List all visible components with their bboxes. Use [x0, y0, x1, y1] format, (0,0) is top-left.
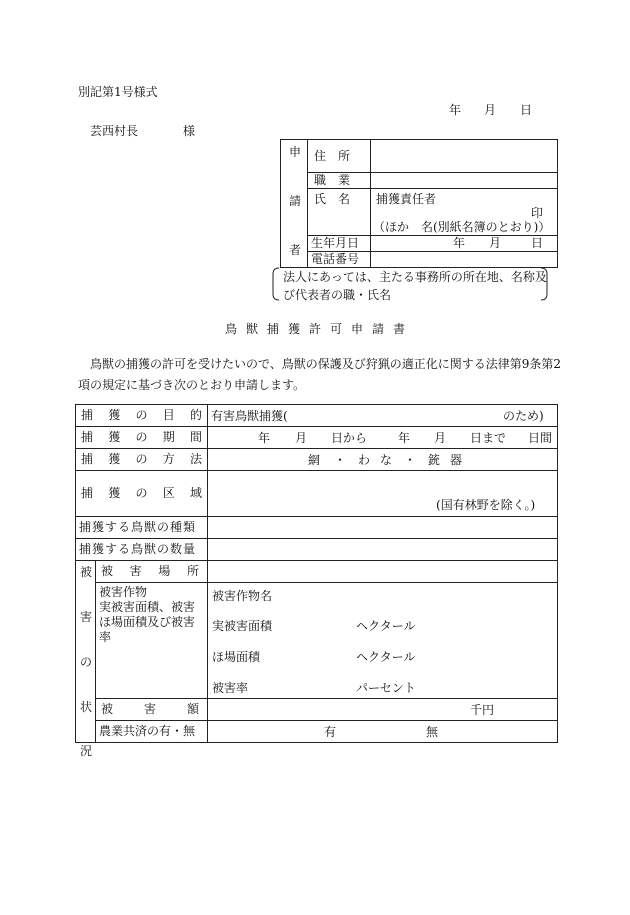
method-label-char-2: 獲 — [108, 452, 121, 466]
area-label-char-5: 域 — [190, 486, 203, 500]
area-field[interactable] — [208, 471, 558, 517]
damage-crops-label-line-3: ほ場面積及び被害 — [99, 615, 196, 629]
method-separator-1: ・ — [334, 453, 347, 467]
purpose-label-char-2: 獲 — [108, 408, 121, 422]
damage-amount-label-char-3: 額 — [187, 702, 200, 716]
seal-label: 印 — [531, 206, 544, 220]
species-label: 捕獲する鳥獣の種類 — [76, 517, 208, 539]
method-label-char-1: 捕 — [81, 452, 94, 466]
row-method — [76, 449, 558, 471]
method-label-char-4: 方 — [162, 452, 175, 466]
method-gun-char-2: 器 — [450, 453, 463, 467]
purpose-label-char-4: 目 — [162, 408, 175, 422]
damage-crops-label — [96, 583, 208, 699]
phone-label: 電話番号 — [308, 252, 371, 268]
quantity-label: 捕獲する鳥獣の数量 — [76, 539, 208, 561]
area-note: (国有林野を除く。) — [436, 498, 536, 512]
area-label-cell — [76, 471, 208, 517]
applicant-vertical-char-3: 者 — [289, 243, 302, 257]
applicant-table — [280, 139, 558, 268]
row-damage-crops — [76, 583, 558, 699]
damage-vertical-label — [76, 561, 96, 758]
form-number: 別記第1号様式 — [78, 85, 158, 99]
area-label-char-3: の — [135, 486, 148, 500]
period-to-month: 月 — [434, 431, 447, 445]
period-from-year: 年 — [258, 431, 271, 445]
birth-month: 月 — [489, 236, 502, 250]
period-days: 日間 — [528, 431, 553, 445]
date-month: 月 — [484, 103, 497, 117]
damage-vertical-char-1: 被 — [80, 565, 93, 579]
row-damage-amount — [76, 699, 558, 721]
method-net: 網 — [308, 453, 321, 467]
method-trap-char-1: わ — [358, 453, 371, 467]
damage-crops-label-line-4: 率 — [99, 630, 112, 644]
damage-place-label-char-2: 害 — [129, 564, 142, 578]
damage-amount-label-char-2: 害 — [144, 702, 157, 716]
damage-amount-label-cell — [96, 699, 208, 721]
damage-vertical-char-4: 状 — [80, 700, 93, 714]
area-label — [81, 486, 202, 501]
damage-place-label-char-4: 所 — [186, 564, 199, 578]
birth-year: 年 — [453, 236, 466, 250]
purpose-label-char-3: の — [135, 408, 148, 422]
row-area — [76, 471, 558, 517]
intro-line-2: 項の規定に基づき次のとおり申請します。 — [78, 378, 306, 392]
name-label: 氏 名 — [308, 189, 371, 236]
others-note: （ほか 名(別紙名簿のとおり)） — [373, 220, 551, 234]
date-day: 日 — [520, 103, 533, 117]
corporation-note-line-1: 法人にあっては、主たる事務所の所在地、名称及 — [283, 270, 547, 284]
row-purpose — [76, 405, 558, 427]
method-label-char-5: 法 — [190, 452, 203, 466]
period-label-cell — [76, 427, 208, 449]
actual-area-label: 実被害面積 — [212, 619, 273, 633]
corporation-note-line-2: び代表者の職・氏名 — [283, 288, 392, 302]
area-label-char-2: 獲 — [108, 486, 121, 500]
applicant-vertical-char-2: 請 — [289, 194, 302, 208]
field-area-unit: ヘクタール — [356, 650, 416, 664]
period-from-month: 月 — [295, 431, 308, 445]
insurance-yes[interactable]: 有 — [324, 725, 337, 739]
birthdate-label: 生年月日 — [308, 236, 371, 252]
period-field[interactable] — [208, 427, 558, 449]
damage-crops-label-line-1: 被害作物 — [99, 585, 148, 599]
period-label-char-5: 間 — [190, 430, 203, 444]
purpose-value: 有害鳥獣捕獲( — [211, 409, 288, 423]
damage-vertical-char-3: の — [80, 655, 93, 669]
address-label: 住 所 — [308, 140, 371, 173]
purpose-label — [81, 408, 202, 423]
occupation-label: 職 業 — [308, 173, 371, 189]
addressee-village-head: 芸西村長 — [90, 124, 139, 138]
name-field[interactable] — [371, 189, 558, 236]
area-label-char-4: 区 — [162, 486, 175, 500]
damage-place-label-cell — [96, 561, 208, 583]
purpose-label-char-5: 的 — [190, 408, 203, 422]
intro-line-1: 鳥獣の捕獲の許可を受けたいので、鳥獣の保護及び狩猟の適正化に関する法律第9条第2 — [90, 357, 562, 371]
applicant-vertical-label — [281, 140, 308, 268]
purpose-suffix: のため) — [503, 409, 544, 423]
period-label-char-2: 獲 — [108, 430, 121, 444]
row-quantity — [76, 539, 558, 561]
damage-rate-unit: パーセント — [356, 681, 416, 695]
damage-crops-field[interactable] — [208, 583, 558, 699]
method-label — [81, 452, 202, 467]
purpose-label-cell — [76, 405, 208, 427]
damage-place-field[interactable] — [208, 561, 558, 583]
period-label-char-1: 捕 — [81, 430, 94, 444]
damage-amount-label — [101, 702, 199, 717]
species-field[interactable] — [208, 517, 558, 539]
damage-place-label-char-1: 被 — [101, 564, 114, 578]
method-field[interactable] — [208, 449, 558, 471]
insurance-no[interactable]: 無 — [426, 725, 439, 739]
row-insurance — [76, 721, 558, 743]
addressee-honorific: 様 — [183, 124, 196, 138]
method-separator-2: ・ — [404, 453, 417, 467]
period-from-day: 日から — [331, 431, 368, 445]
capture-manager-label: 捕獲責任者 — [376, 192, 437, 206]
actual-area-unit: ヘクタール — [356, 619, 416, 633]
damage-place-label — [101, 564, 199, 579]
damage-rate-label: 被害率 — [212, 681, 249, 695]
purpose-field[interactable] — [208, 405, 558, 427]
purpose-label-char-1: 捕 — [81, 408, 94, 422]
period-to-year: 年 — [398, 431, 411, 445]
field-area-label: ほ場面積 — [212, 650, 261, 664]
area-label-char-1: 捕 — [81, 486, 94, 500]
damage-amount-unit: 千円 — [470, 703, 495, 717]
damage-amount-field[interactable] — [208, 699, 558, 721]
period-label-char-4: 期 — [162, 430, 175, 444]
applicant-vertical-char-1: 申 — [289, 145, 302, 159]
method-gun-char-1: 銃 — [428, 453, 441, 467]
damage-crops-label-line-2: 実被害面積、被害 — [99, 600, 196, 614]
period-to-day: 日まで — [470, 431, 507, 445]
date-year: 年 — [449, 103, 462, 117]
row-period — [76, 427, 558, 449]
damage-vertical-char-5: 況 — [80, 744, 93, 758]
quantity-field[interactable] — [208, 539, 558, 561]
period-label-char-3: の — [135, 430, 148, 444]
insurance-field[interactable] — [208, 721, 558, 743]
address-field[interactable] — [371, 140, 558, 173]
application-table — [75, 404, 558, 758]
method-label-cell — [76, 449, 208, 471]
damage-vertical-char-2: 害 — [80, 610, 93, 624]
birth-day: 日 — [531, 236, 544, 250]
method-trap-char-2: な — [380, 453, 393, 467]
row-damage-place — [76, 561, 558, 583]
insurance-label: 農業共済の有・無 — [96, 721, 208, 743]
occupation-field[interactable] — [371, 173, 558, 189]
damage-amount-label-char-1: 被 — [101, 702, 114, 716]
crop-name-label: 被害作物名 — [212, 589, 273, 603]
period-label — [81, 430, 202, 445]
method-label-char-3: の — [135, 452, 148, 466]
damage-place-label-char-3: 場 — [158, 564, 171, 578]
birthdate-field[interactable] — [371, 236, 558, 252]
page-title: 鳥獣捕獲許可申請書 — [225, 322, 415, 336]
row-species — [76, 517, 558, 539]
